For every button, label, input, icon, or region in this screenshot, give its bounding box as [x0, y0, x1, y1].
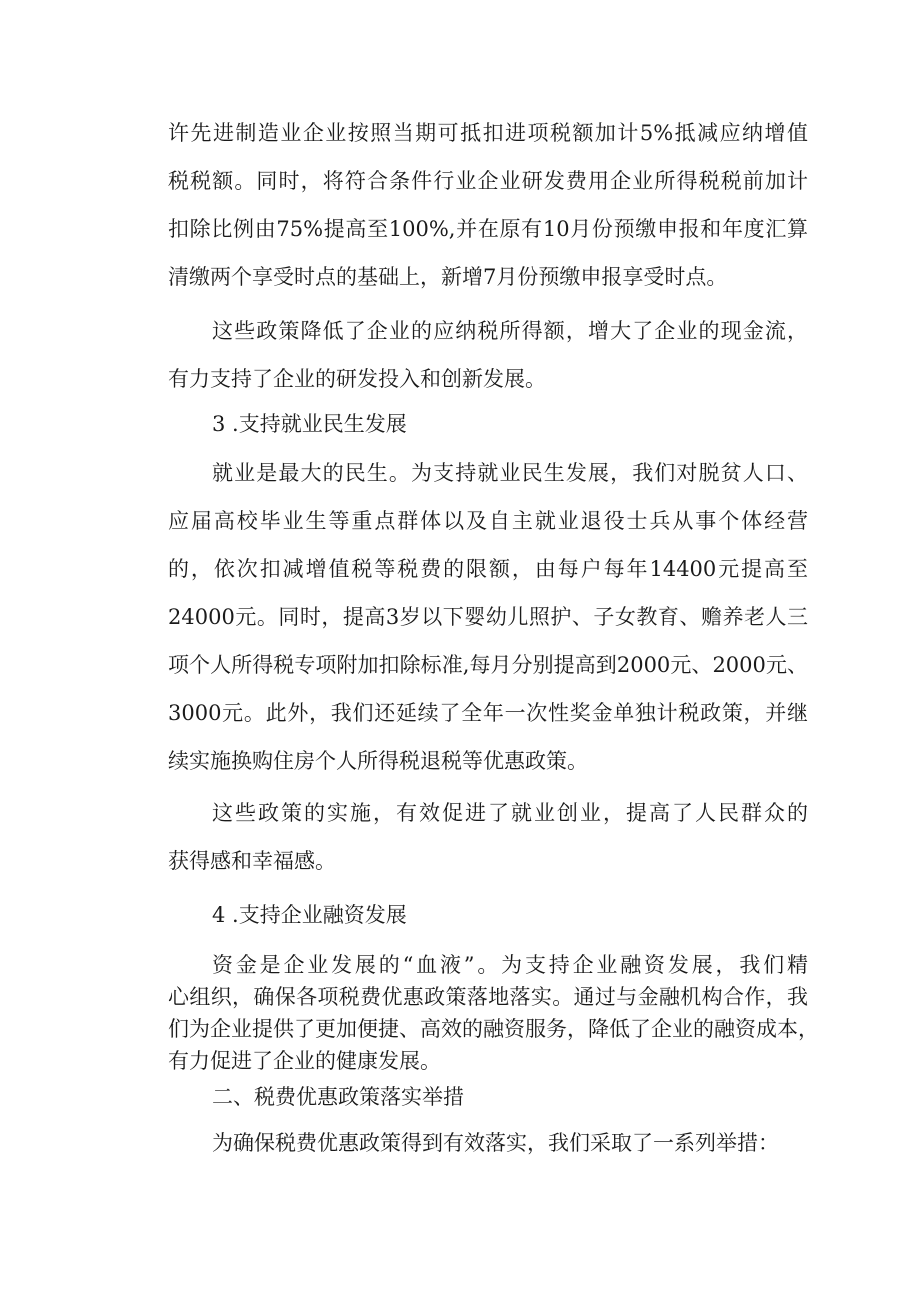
- paragraph-line: 有力支持了企业的研发投入和创新发展。: [168, 367, 546, 391]
- paragraph-line: 许先进制造业企业按照当期可抵扣进项税额加计5%抵减应纳增值: [168, 121, 808, 145]
- paragraph-line: 这些政策的实施，有效促进了就业创业，提高了人民群众的: [212, 801, 808, 825]
- paragraph-line: 的，依次扣减增值税等税费的限额，由每户每年14400元提高至: [168, 557, 808, 581]
- paragraph-line: 3000元。此外，我们还延续了全年一次性奖金单独计税政策，并继: [168, 701, 808, 725]
- section-heading: 二、税费优惠政策落实举措: [212, 1085, 464, 1109]
- paragraph-line: 税税额。同时，将符合条件行业企业研发费用企业所得税税前加计: [168, 169, 808, 193]
- paragraph-line: 24000元。同时，提高3岁以下婴幼儿照护、子女教育、赡养老人三: [168, 605, 808, 629]
- paragraph-line: 清缴两个享受时点的基础上，新增7月份预缴申报享受时点。: [168, 265, 728, 289]
- paragraph-line: 有力促进了企业的健康发展。: [168, 1049, 441, 1073]
- paragraph-line: 应届高校毕业生等重点群体以及自主就业退役士兵从事个体经营: [168, 509, 808, 533]
- paragraph-line: 获得感和幸福感。: [168, 849, 336, 873]
- paragraph-line: 这些政策降低了企业的应纳税所得额，增大了企业的现金流，: [212, 319, 808, 343]
- paragraph-line: 为确保税费优惠政策得到有效落实，我们采取了一系列举措：: [212, 1131, 779, 1155]
- paragraph-line: 就业是最大的民生。为支持就业民生发展，我们对脱贫人口、: [212, 461, 808, 485]
- section-heading: 4 .支持企业融资发展: [212, 903, 407, 927]
- paragraph-line: 续实施换购住房个人所得税退税等优惠政策。: [168, 749, 588, 773]
- paragraph-line: 心组织，确保各项税费优惠政策落地落实。通过与金融机构合作，我: [168, 985, 808, 1009]
- paragraph-line: 扣除比例由75%提高至100%,并在原有10月份预缴申报和年度汇算: [168, 217, 808, 241]
- section-heading: 3 .支持就业民生发展: [212, 412, 407, 436]
- paragraph-line: 们为企业提供了更加便捷、高效的融资服务，降低了企业的融资成本，: [168, 1017, 819, 1041]
- paragraph-line: 资金是企业发展的“血液”。为支持企业融资发展，我们精: [212, 953, 808, 977]
- paragraph-line: 项个人所得税专项附加扣除标准,每月分别提高到2000元、2000元、: [168, 653, 808, 677]
